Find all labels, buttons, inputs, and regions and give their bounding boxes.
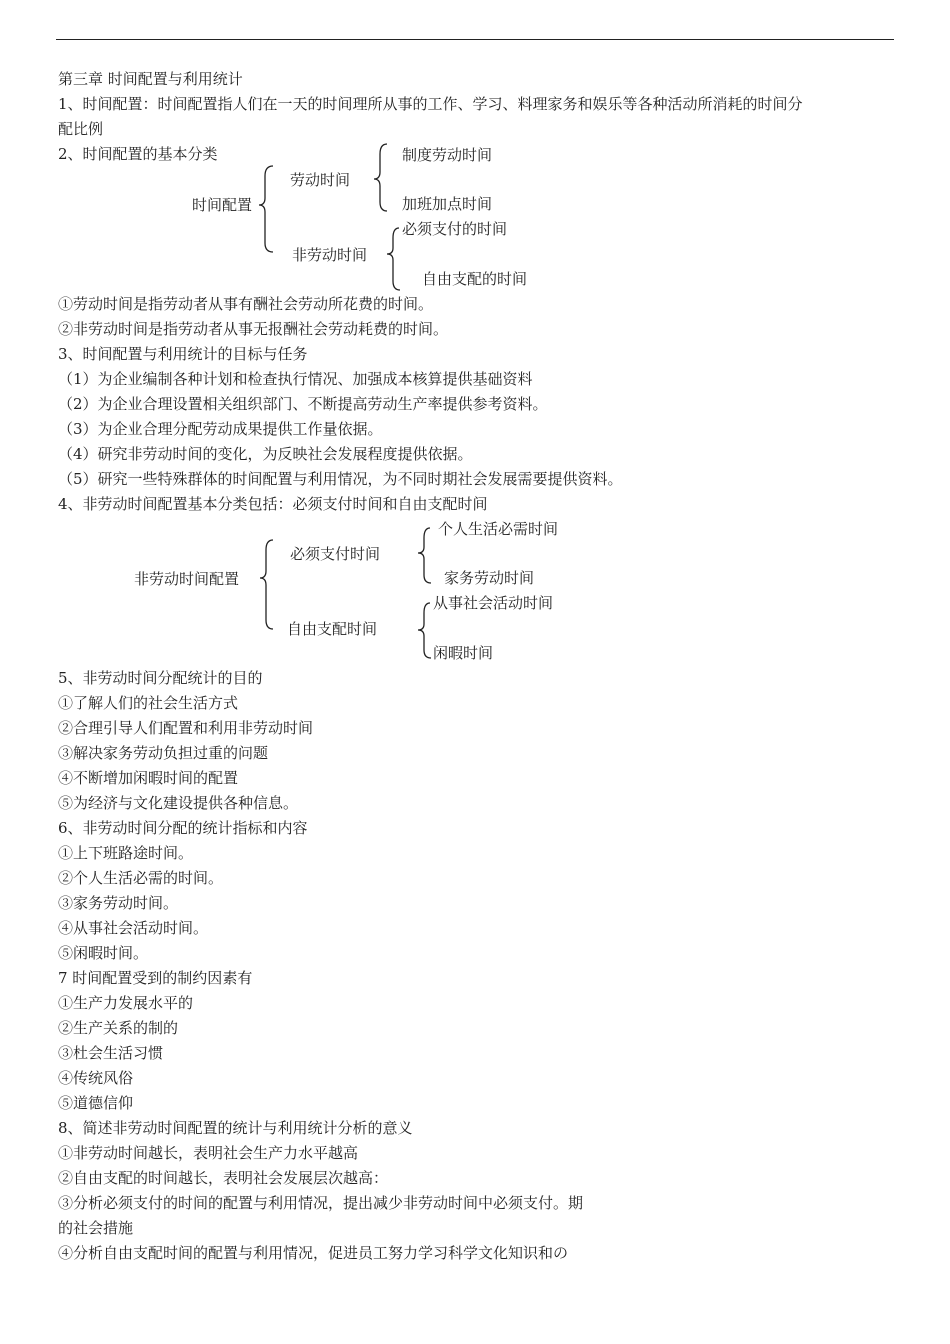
text-line: （2）为企业合理设置相关组织部门、不断提高劳动生产率提供参考资料。 <box>58 395 548 413</box>
text-line: ①上下班路途时间。 <box>58 844 194 862</box>
text-line: （5）研究一些特殊群体的时间配置与利用情况，为不同时期社会发展需要提供资料。 <box>58 470 623 488</box>
section-heading: 5、非劳动时间分配统计的目的 <box>58 669 263 687</box>
diagram-branch: 自由支配时间 <box>287 620 378 638</box>
diagram-root: 非劳动时间配置 <box>134 570 240 588</box>
diagram-leaf: 家务劳动时间 <box>444 569 535 587</box>
text-line: ⑤闲暇时间。 <box>58 944 149 962</box>
text-line: ②非劳动时间是指劳动者从事无报酬社会劳动耗费的时间。 <box>58 320 449 338</box>
brace-labor <box>374 144 387 211</box>
diagram-branch: 非劳动时间 <box>292 246 368 264</box>
section-heading: 4、非劳动时间配置基本分类包括：必须支付时间和自由支配时间 <box>58 495 488 513</box>
section-heading: 6、非劳动时间分配的统计指标和内容 <box>58 819 308 837</box>
text-line: 的社会措施 <box>58 1219 134 1237</box>
text-line: ②生产关系的制的 <box>58 1019 179 1037</box>
text-line: ③家务劳动时间。 <box>58 894 179 912</box>
diagram-leaf: 闲暇时间 <box>433 644 494 662</box>
text-line: ③杜会生活习惯 <box>58 1044 164 1062</box>
diagram-leaf: 制度劳动时间 <box>402 146 493 164</box>
text-line: ②合理引导人们配置和利用非劳动时间 <box>58 719 314 737</box>
text-line: （1）为企业编制各种计划和检查执行情况、加强成本核算提供基础资料 <box>58 370 533 388</box>
diagram-root: 时间配置 <box>192 196 253 214</box>
text-line: （4）研究非劳动时间的变化，为反映社会发展程度提供依据。 <box>58 445 473 463</box>
text-line: ④从事社会活动时间。 <box>58 919 209 937</box>
text-line: 1、时间配置：时间配置指人们在一天的时间理所从事的工作、学习、料理家务和娱乐等各种活动所消耗的时间分 <box>58 95 803 113</box>
brace-root-1 <box>259 166 273 252</box>
diagram-leaf: 必须支付的时间 <box>402 220 508 238</box>
brace-free <box>418 603 431 658</box>
text-line: ⑤为经济与文化建设提供各种信息。 <box>58 794 299 812</box>
text-line: ②自由支配的时间越长，表明社会发展层次越高： <box>58 1169 389 1187</box>
text-line: ④分析自由支配时间的配置与利用情况，促进员工努力学习科学文化知识和の <box>58 1244 569 1262</box>
text-line: 配比例 <box>58 120 104 138</box>
text-line: ②个人生活必需的时间。 <box>58 869 224 887</box>
text-line: ④不断增加闲暇时间的配置 <box>58 769 239 787</box>
text-line: ⑤道德信仰 <box>58 1094 134 1112</box>
diagram-branch: 劳动时间 <box>290 171 351 189</box>
text-line: ③分析必须支付的时间的配置与利用情况，提出减少非劳动时间中必须支付。期 <box>58 1194 584 1212</box>
brace-required <box>418 528 431 583</box>
text-line: （3）为企业合理分配劳动成果提供工作量依据。 <box>58 420 383 438</box>
brace-root-2 <box>260 540 273 629</box>
diagram-leaf: 个人生活必需时间 <box>438 520 559 538</box>
text-line: ④传统风俗 <box>58 1069 134 1087</box>
diagram-leaf: 加班加点时间 <box>402 195 493 213</box>
text-line: ①非劳动时间越长，表明社会生产力水平越高 <box>58 1144 359 1162</box>
diagram-leaf: 从事社会活动时间 <box>433 594 554 612</box>
text-line: ①生产力发展水平的 <box>58 994 194 1012</box>
text-line: ③解决家务劳动负担过重的问题 <box>58 744 269 762</box>
chapter-title: 第三章 时间配置与利用统计 <box>58 70 243 88</box>
diagram-leaf: 自由支配的时间 <box>422 270 528 288</box>
section-heading: 3、时间配置与利用统计的目标与任务 <box>58 345 308 363</box>
text-line: ①劳动时间是指劳动者从事有酬社会劳动所花费的时间。 <box>58 295 434 313</box>
header-rule <box>56 39 894 40</box>
section-heading: 7 时间配置受到的制约因素有 <box>58 969 253 987</box>
text-line: 2、时间配置的基本分类 <box>58 145 218 163</box>
text-line: ①了解人们的社会生活方式 <box>58 694 239 712</box>
section-heading: 8、简述非劳动时间配置的统计与利用统计分析的意义 <box>58 1119 413 1137</box>
diagram-branch: 必须支付时间 <box>290 545 381 563</box>
brace-nonlabor <box>387 228 400 290</box>
